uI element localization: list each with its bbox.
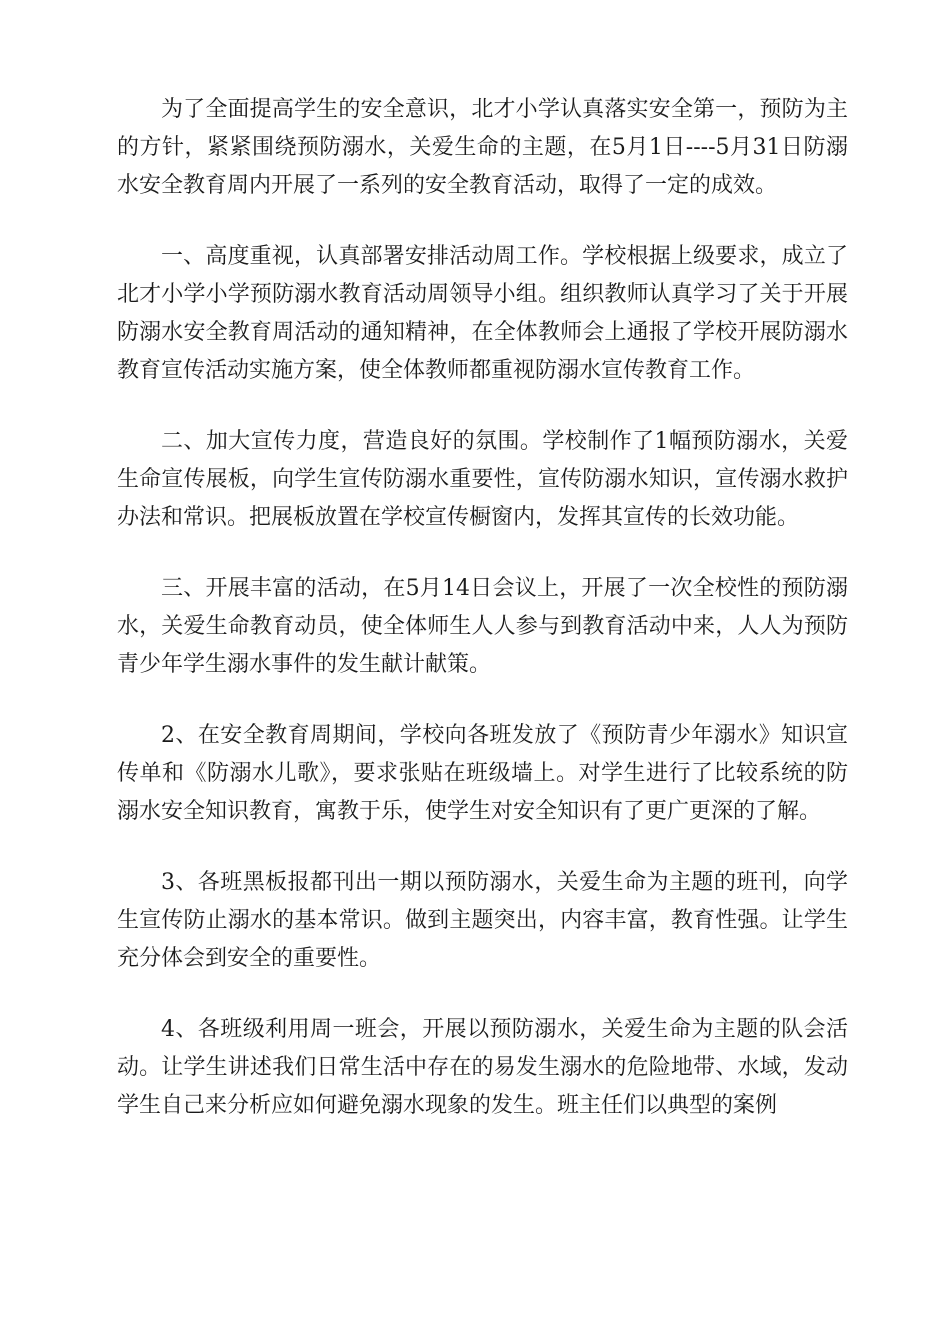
paragraph-item-2: 2、在安全教育周期间，学校向各班发放了《预防青少年溺水》知识宣传单和《防溺水儿歌》，要求张贴在班级墙上。对学生进行了比较系统的防溺水安全知识教育，寓教于乐，使学生对安全知识有了更广更深的了解。 — [117, 723, 848, 824]
document-body — [117, 91, 848, 1158]
paragraph-section-2: 二、加大宣传力度，营造良好的氛围。学校制作了1幅预防溺水，关爱生命宣传展板，向学生宣传防溺水重要性，宣传防溺水知识，宣传溺水救护办法和常识。把展板放置在学校宣传橱窗内，发挥其宣传的长效功能。 — [117, 429, 848, 530]
paragraph-item-3: 3、各班黑板报都刊出一期以预防溺水，关爱生命为主题的班刊，向学生宣传防止溺水的基本常识。做到主题突出，内容丰富，教育性强。让学生充分体会到安全的重要性。 — [117, 870, 848, 971]
paragraph-section-3: 三、开展丰富的活动，在5月14日会议上，开展了一次全校性的预防溺水，关爱生命教育动员，使全体师生人人参与到教育活动中来，人人为预防青少年学生溺水事件的发生献计献策。 — [117, 576, 848, 677]
paragraph-item-4: 4、各班级利用周一班会，开展以预防溺水，关爱生命为主题的队会活动。让学生讲述我们日常生活中存在的易发生溺水的危险地带、水域，发动学生自己来分析应如何避免溺水现象的发生。班主任们以典型的案例 — [117, 1017, 848, 1118]
paragraph-intro: 为了全面提高学生的安全意识，北才小学认真落实安全第一，预防为主的方针，紧紧围绕预防溺水，关爱生命的主题，在5月1日----5月31日防溺水安全教育周内开展了一系列的安全教育活动，取得了一定的成效。 — [117, 97, 848, 198]
paragraph-section-1: 一、高度重视，认真部署安排活动周工作。学校根据上级要求，成立了北才小学小学预防溺水教育活动周领导小组。组织教师认真学习了关于开展防溺水安全教育周活动的通知精神，在全体教师会上通报了学校开展防溺水教育宣传活动实施方案，使全体教师都重视防溺水宣传教育工作。 — [117, 244, 848, 383]
